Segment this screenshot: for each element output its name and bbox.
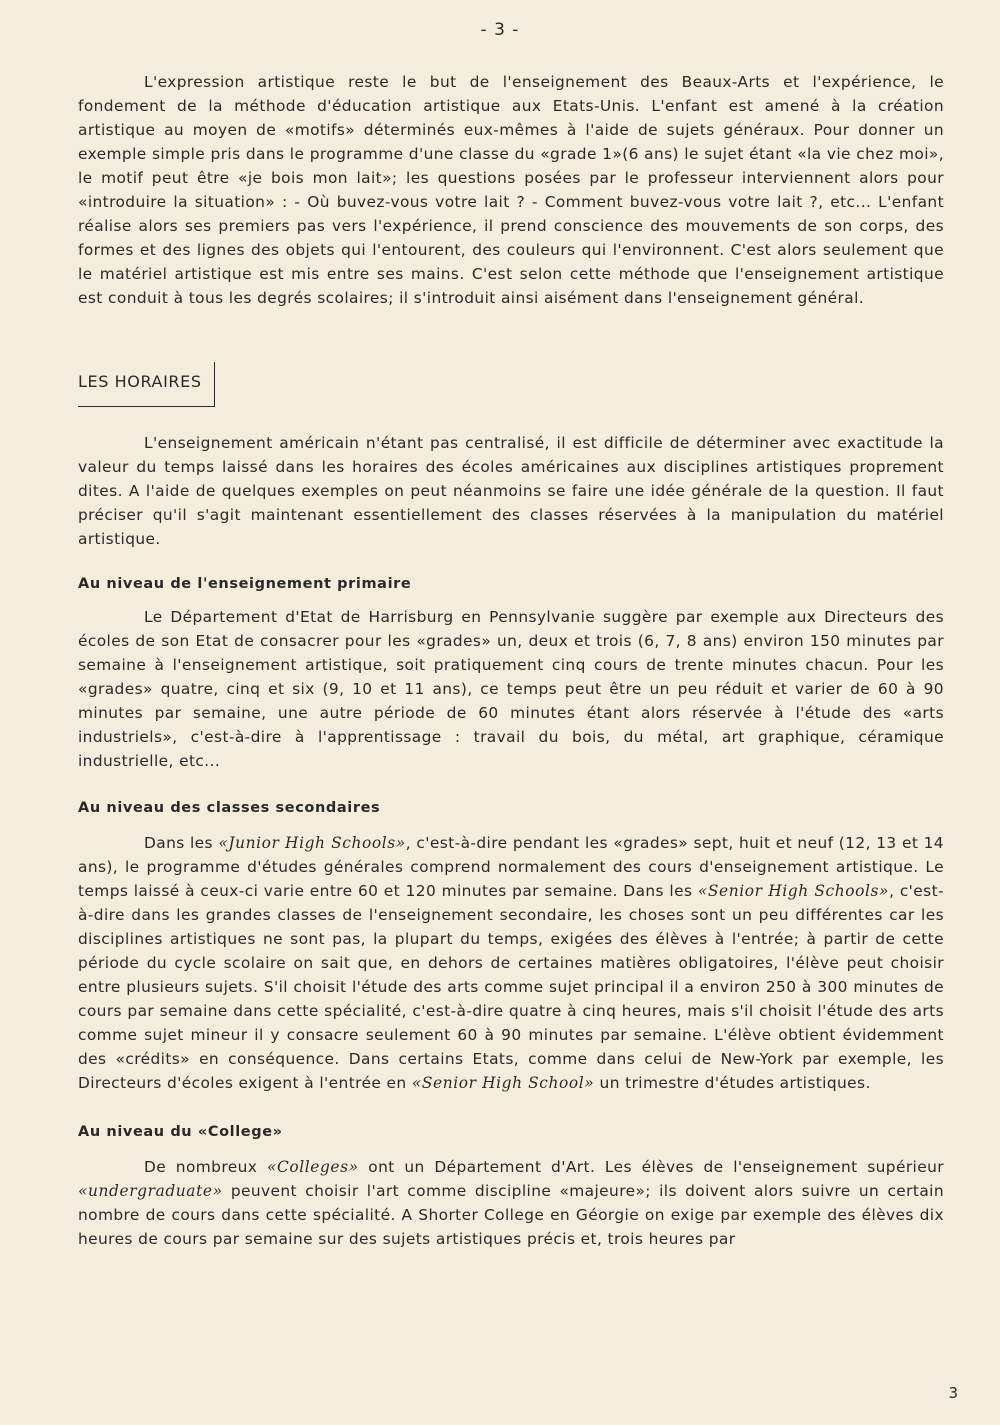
section-title: LES HORAIRES: [78, 372, 202, 391]
heading-secondaire: Au niveau des classes secondaires: [78, 800, 381, 816]
secondaire-text-3: , c'est-à-dire dans les grandes classes de l'enseignement secondaire, les choses sont un peu différentes car les disciplines artistiques ne sont pas, la plupart du temps, exigées des élèves à l'entrée; à partir de cette période du cycle scolaire on sait que, en dehors de certaines matières obligatoires, l'élève peut choisir entre plusieurs sujets. S'il choisit l'étude des arts comme sujet principal il a environ 250 à 300 minutes de cours par semaine dans cette spécialité, c'est-à-dire quatre à cinq heures, mais s'il choisit l'étude des arts comme sujet mineur il y consacre seulement 60 à 90 minutes par semaine. L'élève obtient évidemment des «crédits» en conséquence. Dans certains Etats, comme dans celui de New-York par exemple, les Directeurs d'écoles exigent à l'entrée en: [78, 882, 944, 1092]
secondaire-text-2: , c'est-à-dire pendant les «grades» sept, huit et neuf (12, 13 et 14 ans), le programme d'études générales comprend normalement des cours d'enseignement artistique. Le temps laissé à ceux-ci varie entre 60 et 120 minutes par semaine. Dans les: [78, 834, 944, 900]
college-text-1: De nombreux: [144, 1158, 267, 1176]
college-text-3: peuvent choisir l'art comme discipline «majeure»; ils doivent alors suivre un certain nombre de cours dans cette spécialité. A Shorter College en Géorgie on exige par exemple des élèves dix heures de cours par semaine sur des sujets artistiques précis et, trois heures par: [78, 1182, 944, 1248]
secondaire-text-4: un trimestre d'études artistiques.: [594, 1074, 871, 1092]
college-text-2: ont un Département d'Art. Les élèves de l'enseignement supérieur: [358, 1158, 944, 1176]
intro-paragraph: L'expression artistique reste le but de l'enseignement des Beaux-Arts et l'expérience, le fondement de la méthode d'éducation artistique aux Etats-Unis. L'enfant est amené à la création artistique au moyen de «motifs» déterminés eux-mêmes à l'aide de sujets généraux. Pour donner un exemple simple pris dans le programme d'une classe du «grade 1»(6 ans) le sujet étant «la vie chez moi», le motif peut être «je bois mon lait»; les questions posées par le professeur interviennent alors pour «introduire la situation» : - Où buvez-vous votre lait ? - Comment buvez-vous votre lait ?, etc... L'enfant réalise alors ses premiers pas vers l'expérience, il prend conscience des mouvements de son corps, des formes et des lignes des objets qui l'entourent, des couleurs qui l'environnent. C'est alors seulement que le matériel artistique est mis entre ses mains. C'est selon cette méthode que l'enseignement artistique est conduit à tous les degrés scolaires; il s'introduit ainsi aisément dans l'enseignement général.: [78, 73, 944, 307]
page-content: [78, 70, 944, 1251]
primaire-paragraph: Le Département d'Etat de Harrisburg en Pennsylvanie suggère par exemple aux Directeurs des écoles de son Etat de consacrer pour les «grades» un, deux et trois (6, 7, 8 ans) environ 150 minutes par semaine à l'enseignement artistique, soit pratiquement cinq cours de trente minutes chacun. Pour les «grades» quatre, cinq et six (9, 10 et 11 ans), ce temps peut être un peu réduit et varier de 60 à 90 minutes par semaine, une autre période de 60 minutes étant alors réservée à l'étude des «arts industriels», c'est-à-dire à l'apprentissage : travail du bois, du métal, art graphique, céramique industrielle, etc...: [78, 608, 944, 770]
secondaire-italic-2: «Senior High Schools»: [697, 882, 890, 900]
secondaire-text-1: Dans les: [144, 834, 219, 852]
secondaire-italic-1: «Junior High Schools»: [218, 834, 406, 852]
page-header-marker: - 3 -: [480, 20, 520, 40]
heading-primaire: Au niveau de l'enseignement primaire: [78, 576, 412, 592]
page-number: 3: [948, 1384, 958, 1402]
college-italic-1: «Colleges»: [266, 1158, 359, 1176]
horaires-paragraph: L'enseignement américain n'étant pas centralisé, il est difficile de déterminer avec exactitude la valeur du temps laissé dans les horaires des écoles américaines aux disciplines artistiques proprement dites. A l'aide de quelques exemples on peut néanmoins se faire une idée générale de la question. Il faut préciser qu'il s'agit maintenant essentiellement des classes réservées à la manipulation du matériel artistique.: [78, 434, 944, 548]
college-italic-2: «undergraduate»: [78, 1182, 223, 1200]
secondaire-paragraph: [78, 831, 944, 1095]
college-paragraph: [78, 1155, 944, 1251]
heading-college: Au niveau du «College»: [78, 1124, 283, 1140]
secondaire-italic-3: «Senior High School»: [411, 1074, 595, 1092]
section-title-box: [78, 362, 215, 407]
